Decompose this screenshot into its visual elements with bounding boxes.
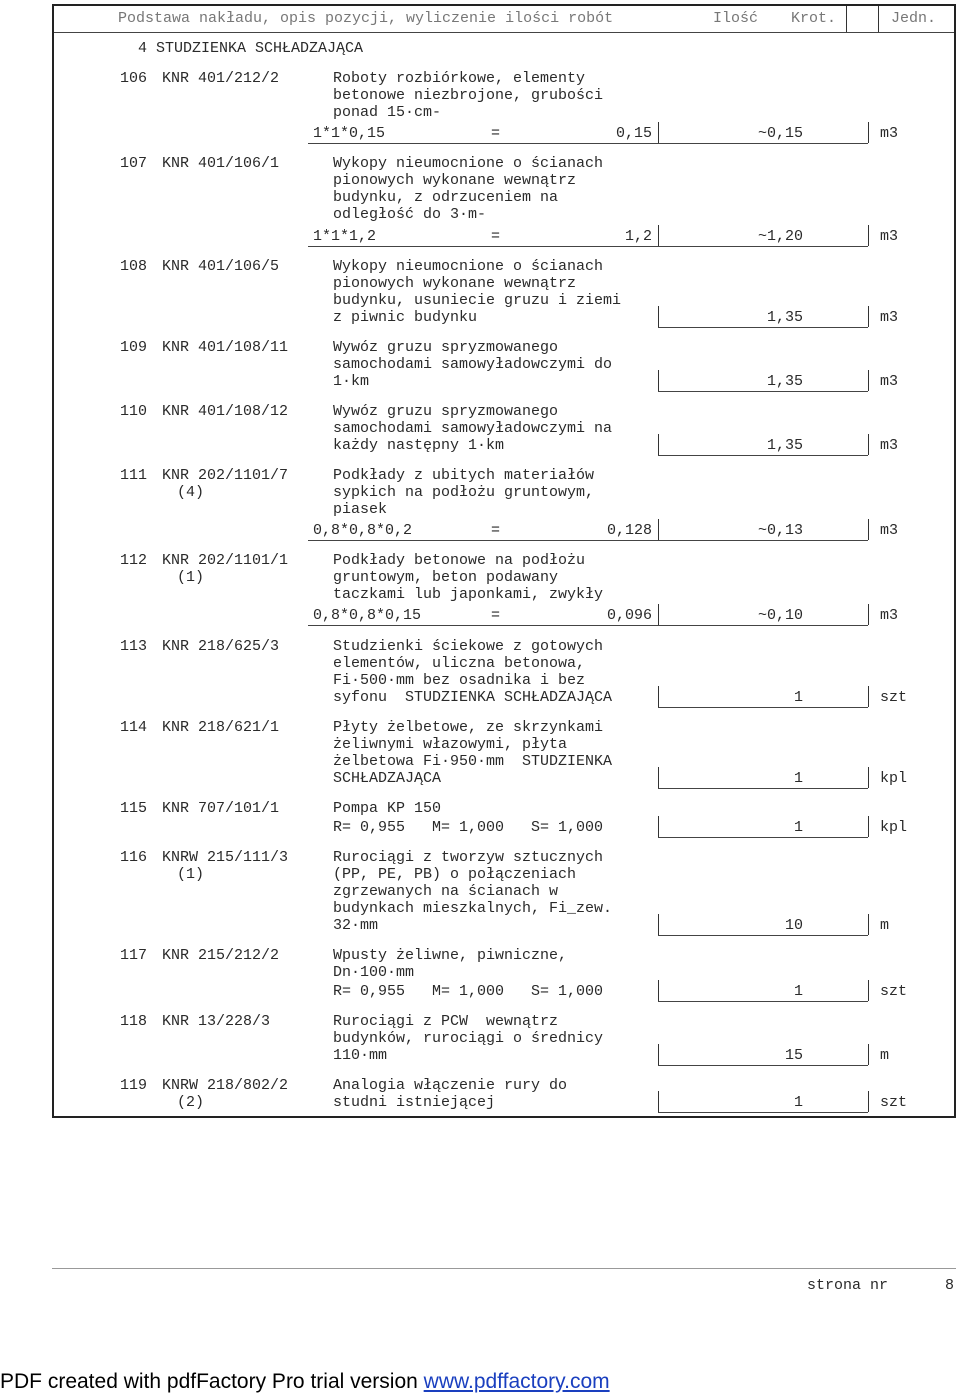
item-knr-code: KNR 202/1101/7 [162,467,289,484]
pdf-banner-text: PDF created with pdfFactory Pro trial version [0,1370,424,1393]
item-description-line: piasek [333,501,388,518]
item-unit: szt [880,983,908,1000]
item-number: 108 [120,258,148,275]
item-description-line: ponad 15·cm- [333,104,442,121]
item-description-line: budynkach mieszkalnych, Fi_zew. [333,900,613,917]
item-underline [658,935,868,936]
item-number: 112 [120,552,148,569]
item-underline [308,625,868,626]
item-number: 106 [120,70,148,87]
item-description-line: SCHŁADZAJĄCA [333,770,442,787]
item-formula-result: 1,2 [624,228,652,245]
item-description-line: Dn·100·mm [333,964,415,981]
item-formula-equals: = [491,228,501,245]
item-number: 118 [120,1013,148,1030]
item-description-line: budynków, rurociągi o średnicy [333,1030,604,1047]
item-quantity: 1 [793,689,803,706]
item-underline [658,1001,868,1002]
item-number: 113 [120,638,148,655]
item-description-line: odległość do 3·m- [333,206,487,223]
item-description-line: Wpusty żeliwne, piwniczne, [333,947,568,964]
item-unit-divider [868,370,869,391]
item-knr-code: KNRW 218/802/2 [162,1077,289,1094]
item-unit-divider [868,1044,869,1065]
pdf-banner-link[interactable]: www.pdffactory.com [423,1370,610,1393]
item-number: 119 [120,1077,148,1094]
item-knr-code: KNR 218/625/3 [162,638,280,655]
item-unit: m3 [880,309,899,326]
header-desc-col: Podstawa nakładu, opis pozycji, wyliczenie ilości robót [118,10,614,27]
item-quantity: ~0,10 [757,607,803,624]
item-description-line: 32·mm [333,917,379,934]
item-unit: m3 [880,228,899,245]
item-description-line: Podkłady betonowe na podłożu [333,552,586,569]
item-qty-divider [658,914,659,935]
item-unit-divider [868,914,869,935]
item-description-line: zgrzewanych na ścianach w [333,883,559,900]
item-description-line: (PP, PE, PB) o połączeniach [333,866,577,883]
item-unit-divider [868,519,869,540]
item-knr-code: KNR 707/101/1 [162,800,280,817]
item-qty-divider [658,370,659,391]
item-unit: m3 [880,607,899,624]
item-quantity: 1 [793,770,803,787]
item-formula-result: 0,096 [606,607,652,624]
item-unit: m3 [880,373,899,390]
item-formula-equals: = [491,125,501,142]
footer-rule [52,1268,956,1269]
item-unit: kpl [880,770,908,787]
item-quantity: ~1,20 [757,228,803,245]
item-formula-result: 0,15 [615,125,652,142]
item-description-line: pionowych wykonane wewnątrz [333,172,577,189]
item-description-line: Analogia włączenie rury do [333,1077,568,1094]
item-qty-divider [658,306,659,327]
item-number: 114 [120,719,148,736]
item-description-line: Wykopy nieumocnione o ścianach [333,258,604,275]
item-knr-variant: (2) [177,1094,205,1111]
item-description-line: z piwnic budynku [333,309,478,326]
item-underline [658,707,868,708]
item-description-line: Wykopy nieumocnione o ścianach [333,155,604,172]
item-description-line: Rurociągi z tworzyw sztucznych [333,849,604,866]
item-description-line: Roboty rozbiórkowe, elementy [333,70,586,87]
item-number: 109 [120,339,148,356]
item-unit: kpl [880,819,908,836]
item-quantity: 1,35 [766,373,803,390]
item-quantity: 1 [793,1094,803,1111]
item-description-line: Podkłady z ubitych materiałów [333,467,595,484]
item-knr-code: KNR 401/212/2 [162,70,280,87]
item-description-line: 110·mm [333,1047,388,1064]
item-description-line: R= 0,955 M= 1,000 S= 1,000 [333,819,604,836]
item-unit: m3 [880,437,899,454]
item-formula-equals: = [491,522,501,539]
item-qty-divider [658,980,659,1001]
item-qty-divider [658,225,659,246]
item-knr-variant: (4) [177,484,205,501]
header-qty-col: Ilość [713,10,759,27]
pdf-banner [0,1370,610,1394]
item-number: 115 [120,800,148,817]
item-qty-divider [658,686,659,707]
item-quantity: 1 [793,819,803,836]
item-description-line: 1·km [333,373,370,390]
item-formula-result: 0,128 [606,522,652,539]
header-rule [54,32,954,33]
item-qty-divider [658,519,659,540]
item-number: 111 [120,467,148,484]
item-number: 107 [120,155,148,172]
item-quantity: ~0,15 [757,125,803,142]
item-number: 117 [120,947,148,964]
item-knr-variant: (1) [177,866,205,883]
header-unit-col: Jedn. [891,10,937,27]
item-unit-divider [868,225,869,246]
item-number: 116 [120,849,148,866]
item-underline [658,1112,868,1113]
item-knr-code: KNR 13/228/3 [162,1013,271,1030]
item-qty-divider [658,1091,659,1112]
item-quantity: 1,35 [766,309,803,326]
item-knr-code: KNR 401/108/12 [162,403,289,420]
item-qty-divider [658,767,659,788]
item-underline [658,788,868,789]
item-description-line: Płyty żelbetowe, ze skrzynkami [333,719,604,736]
item-knr-code: KNR 401/108/11 [162,339,289,356]
header-divider-1 [846,6,847,32]
item-knr-variant: (1) [177,569,205,586]
item-unit: m3 [880,522,899,539]
item-formula: 1*1*0,15 [313,125,386,142]
item-knr-code: KNR 202/1101/1 [162,552,289,569]
item-description-line: sypkich na podłożu gruntowym, [333,484,595,501]
item-description-line: samochodami samowyładowczymi do [333,356,613,373]
item-formula-equals: = [491,607,501,624]
item-unit-divider [868,306,869,327]
item-quantity: 10 [784,917,803,934]
item-description-line: budynku, z odrzuceniem na [333,189,559,206]
item-knr-code: KNR 218/621/1 [162,719,280,736]
item-description-line: gruntowym, beton podawany [333,569,559,586]
item-unit: m [880,1047,890,1064]
item-underline [308,540,868,541]
item-description-line: żeliwnymi włazowymi, płyta [333,736,568,753]
item-unit-divider [868,604,869,625]
item-unit-divider [868,767,869,788]
item-unit: m [880,917,890,934]
item-unit-divider [868,980,869,1001]
item-description-line: R= 0,955 M= 1,000 S= 1,000 [333,983,604,1000]
item-knr-code: KNR 215/212/2 [162,947,280,964]
item-qty-divider [658,604,659,625]
item-description-line: betonowe niezbrojone, grubości [333,87,604,104]
header-divider-2 [878,6,879,32]
item-description-line: budynku, usuniecie gruzu i ziemi [333,292,622,309]
item-underline [658,1065,868,1066]
item-quantity: 15 [784,1047,803,1064]
item-unit: szt [880,689,908,706]
item-formula: 0,8*0,8*0,15 [313,607,422,624]
item-description-line: elementów, uliczna betonowa, [333,655,586,672]
item-qty-divider [658,434,659,455]
item-description-line: studni istniejącej [333,1094,496,1111]
item-description-line: Fi·500·mm bez osadnika i bez [333,672,586,689]
item-description-line: żelbetowa Fi·950·mm STUDZIENKA [333,753,613,770]
item-unit-divider [868,816,869,837]
item-number: 110 [120,403,148,420]
item-underline [658,455,868,456]
item-underline [658,837,868,838]
footer-page-label: strona nr [807,1277,889,1294]
item-description-line: każdy następny 1·km [333,437,505,454]
item-underline [308,143,868,144]
item-formula: 1*1*1,2 [313,228,377,245]
item-unit-divider [868,686,869,707]
item-description-line: Wywóz gruzu spryzmowanego [333,339,559,356]
header-krot-col: Krot. [791,10,837,27]
item-description-line: samochodami samowyładowczymi na [333,420,613,437]
item-underline [658,391,868,392]
item-underline [308,246,868,247]
item-unit-divider [868,434,869,455]
item-formula: 0,8*0,8*0,2 [313,522,413,539]
item-knr-code: KNR 401/106/5 [162,258,280,275]
footer-page-number: 8 [945,1277,955,1294]
section-title: 4 STUDZIENKA SCHŁADZAJĄCA [138,40,364,57]
item-quantity: 1,35 [766,437,803,454]
item-description-line: taczkami lub japonkami, zwykły [333,586,604,603]
item-description-line: Pompa KP 150 [333,800,442,817]
item-qty-divider [658,122,659,143]
item-description-line: syfonu STUDZIENKA SCHŁADZAJĄCA [333,689,613,706]
item-knr-code: KNR 401/106/1 [162,155,280,172]
item-quantity: 1 [793,983,803,1000]
item-unit-divider [868,1091,869,1112]
item-underline [658,327,868,328]
item-description-line: Studzienki ściekowe z gotowych [333,638,604,655]
item-description-line: pionowych wykonane wewnątrz [333,275,577,292]
item-description-line: Rurociągi z PCW wewnątrz [333,1013,559,1030]
item-knr-code: KNRW 215/111/3 [162,849,289,866]
item-quantity: ~0,13 [757,522,803,539]
item-unit: m3 [880,125,899,142]
item-description-line: Wywóz gruzu spryzmowanego [333,403,559,420]
item-unit: szt [880,1094,908,1111]
item-qty-divider [658,1044,659,1065]
item-unit-divider [868,122,869,143]
item-qty-divider [658,816,659,837]
